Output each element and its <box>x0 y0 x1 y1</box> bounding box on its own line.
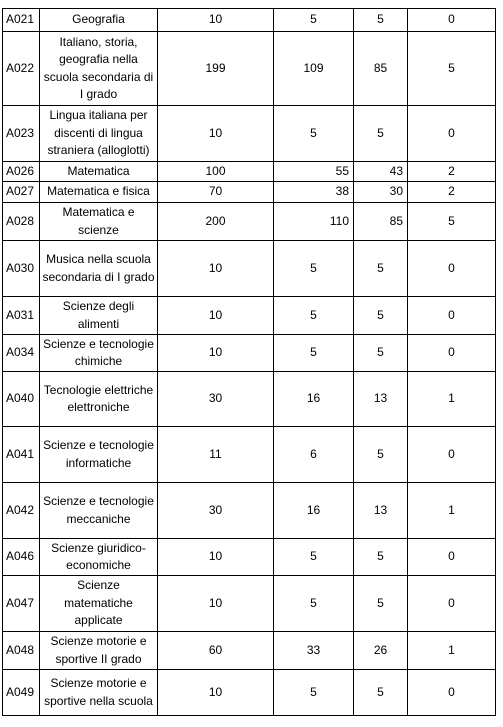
table-row <box>3 670 496 716</box>
subject-name-cell: Scienze e tecnologie informatiche <box>40 427 158 483</box>
subject-name-cell: Geografia <box>40 9 158 32</box>
total-cell: 10 <box>158 9 274 32</box>
table-row <box>3 335 496 372</box>
value-cell: 1 <box>408 632 496 670</box>
value-cell: 5 <box>274 670 354 716</box>
value-cell: 0 <box>408 670 496 716</box>
total-cell: 10 <box>158 576 274 632</box>
value-cell: 33 <box>274 632 354 670</box>
subject-name-cell: Scienze matematiche applicate <box>40 576 158 632</box>
value-cell: 5 <box>408 203 496 241</box>
subject-name-cell: Tecnologie elettriche elettroniche <box>40 372 158 427</box>
value-cell: 0 <box>408 106 496 162</box>
value-cell: 5 <box>274 576 354 632</box>
value-cell: 5 <box>274 241 354 297</box>
total-cell: 10 <box>158 670 274 716</box>
total-cell: 10 <box>158 539 274 576</box>
value-cell: 16 <box>274 372 354 427</box>
class-allocation-table <box>2 8 496 716</box>
class-code-cell: A046 <box>3 539 40 576</box>
total-cell: 70 <box>158 182 274 203</box>
table-row <box>3 241 496 297</box>
subject-name-cell: Scienze e tecnologie chimiche <box>40 335 158 372</box>
value-cell: 1 <box>408 483 496 539</box>
subject-name-cell: Scienze e tecnologie meccaniche <box>40 483 158 539</box>
value-cell: 5 <box>274 539 354 576</box>
class-code-cell: A031 <box>3 297 40 335</box>
subject-name-cell: Scienze giuridico-economiche <box>40 539 158 576</box>
value-cell: 5 <box>354 297 408 335</box>
table-row <box>3 182 496 203</box>
class-code-cell: A040 <box>3 372 40 427</box>
value-cell: 55 <box>274 162 354 182</box>
total-cell: 10 <box>158 297 274 335</box>
total-cell: 10 <box>158 241 274 297</box>
total-cell: 100 <box>158 162 274 182</box>
value-cell: 5 <box>354 539 408 576</box>
total-cell: 60 <box>158 632 274 670</box>
value-cell: 38 <box>274 182 354 203</box>
table-row <box>3 427 496 483</box>
class-code-cell: A023 <box>3 106 40 162</box>
value-cell: 5 <box>274 297 354 335</box>
table-row <box>3 162 496 182</box>
value-cell: 2 <box>408 162 496 182</box>
total-cell: 30 <box>158 372 274 427</box>
value-cell: 1 <box>408 372 496 427</box>
subject-name-cell: Musica nella scuola secondaria di I grado <box>40 241 158 297</box>
class-code-cell: A048 <box>3 632 40 670</box>
value-cell: 5 <box>274 9 354 32</box>
subject-name-cell: Italiano, storia, geografia nella scuola secondaria di I grado <box>40 32 158 106</box>
class-code-cell: A026 <box>3 162 40 182</box>
class-code-cell: A021 <box>3 9 40 32</box>
value-cell: 5 <box>274 335 354 372</box>
total-cell: 11 <box>158 427 274 483</box>
subject-name-cell: Matematica e scienze <box>40 203 158 241</box>
class-code-cell: A049 <box>3 670 40 716</box>
subject-name-cell: Lingua italiana per discenti di lingua straniera (alloglotti) <box>40 106 158 162</box>
table-row <box>3 32 496 106</box>
value-cell: 5 <box>354 106 408 162</box>
value-cell: 16 <box>274 483 354 539</box>
value-cell: 5 <box>354 576 408 632</box>
value-cell: 6 <box>274 427 354 483</box>
value-cell: 0 <box>408 9 496 32</box>
subject-name-cell: Scienze motorie e sportive II grado <box>40 632 158 670</box>
value-cell: 5 <box>354 335 408 372</box>
value-cell: 13 <box>354 372 408 427</box>
document-page <box>2 8 496 716</box>
class-code-cell: A047 <box>3 576 40 632</box>
value-cell: 30 <box>354 182 408 203</box>
table-row <box>3 483 496 539</box>
value-cell: 110 <box>274 203 354 241</box>
class-code-cell: A042 <box>3 483 40 539</box>
value-cell: 0 <box>408 241 496 297</box>
table-row <box>3 9 496 32</box>
class-code-cell: A041 <box>3 427 40 483</box>
subject-name-cell: Scienze motorie e sportive nella scuola <box>40 670 158 716</box>
value-cell: 5 <box>354 9 408 32</box>
value-cell: 109 <box>274 32 354 106</box>
class-code-cell: A034 <box>3 335 40 372</box>
total-cell: 199 <box>158 32 274 106</box>
value-cell: 5 <box>408 32 496 106</box>
class-code-cell: A027 <box>3 182 40 203</box>
value-cell: 13 <box>354 483 408 539</box>
class-code-cell: A022 <box>3 32 40 106</box>
value-cell: 2 <box>408 182 496 203</box>
value-cell: 0 <box>408 297 496 335</box>
subject-name-cell: Scienze degli alimenti <box>40 297 158 335</box>
subject-name-cell: Matematica e fisica <box>40 182 158 203</box>
table-row <box>3 576 496 632</box>
total-cell: 30 <box>158 483 274 539</box>
value-cell: 85 <box>354 203 408 241</box>
total-cell: 10 <box>158 335 274 372</box>
value-cell: 43 <box>354 162 408 182</box>
table-row <box>3 106 496 162</box>
value-cell: 5 <box>354 670 408 716</box>
value-cell: 0 <box>408 335 496 372</box>
total-cell: 200 <box>158 203 274 241</box>
table-row <box>3 372 496 427</box>
value-cell: 0 <box>408 576 496 632</box>
value-cell: 0 <box>408 539 496 576</box>
table-row <box>3 297 496 335</box>
total-cell: 10 <box>158 106 274 162</box>
subject-name-cell: Matematica <box>40 162 158 182</box>
value-cell: 26 <box>354 632 408 670</box>
table-row <box>3 539 496 576</box>
value-cell: 5 <box>274 106 354 162</box>
value-cell: 5 <box>354 427 408 483</box>
value-cell: 85 <box>354 32 408 106</box>
value-cell: 5 <box>354 241 408 297</box>
class-code-cell: A028 <box>3 203 40 241</box>
table-row <box>3 203 496 241</box>
class-code-cell: A030 <box>3 241 40 297</box>
value-cell: 0 <box>408 427 496 483</box>
table-row <box>3 632 496 670</box>
